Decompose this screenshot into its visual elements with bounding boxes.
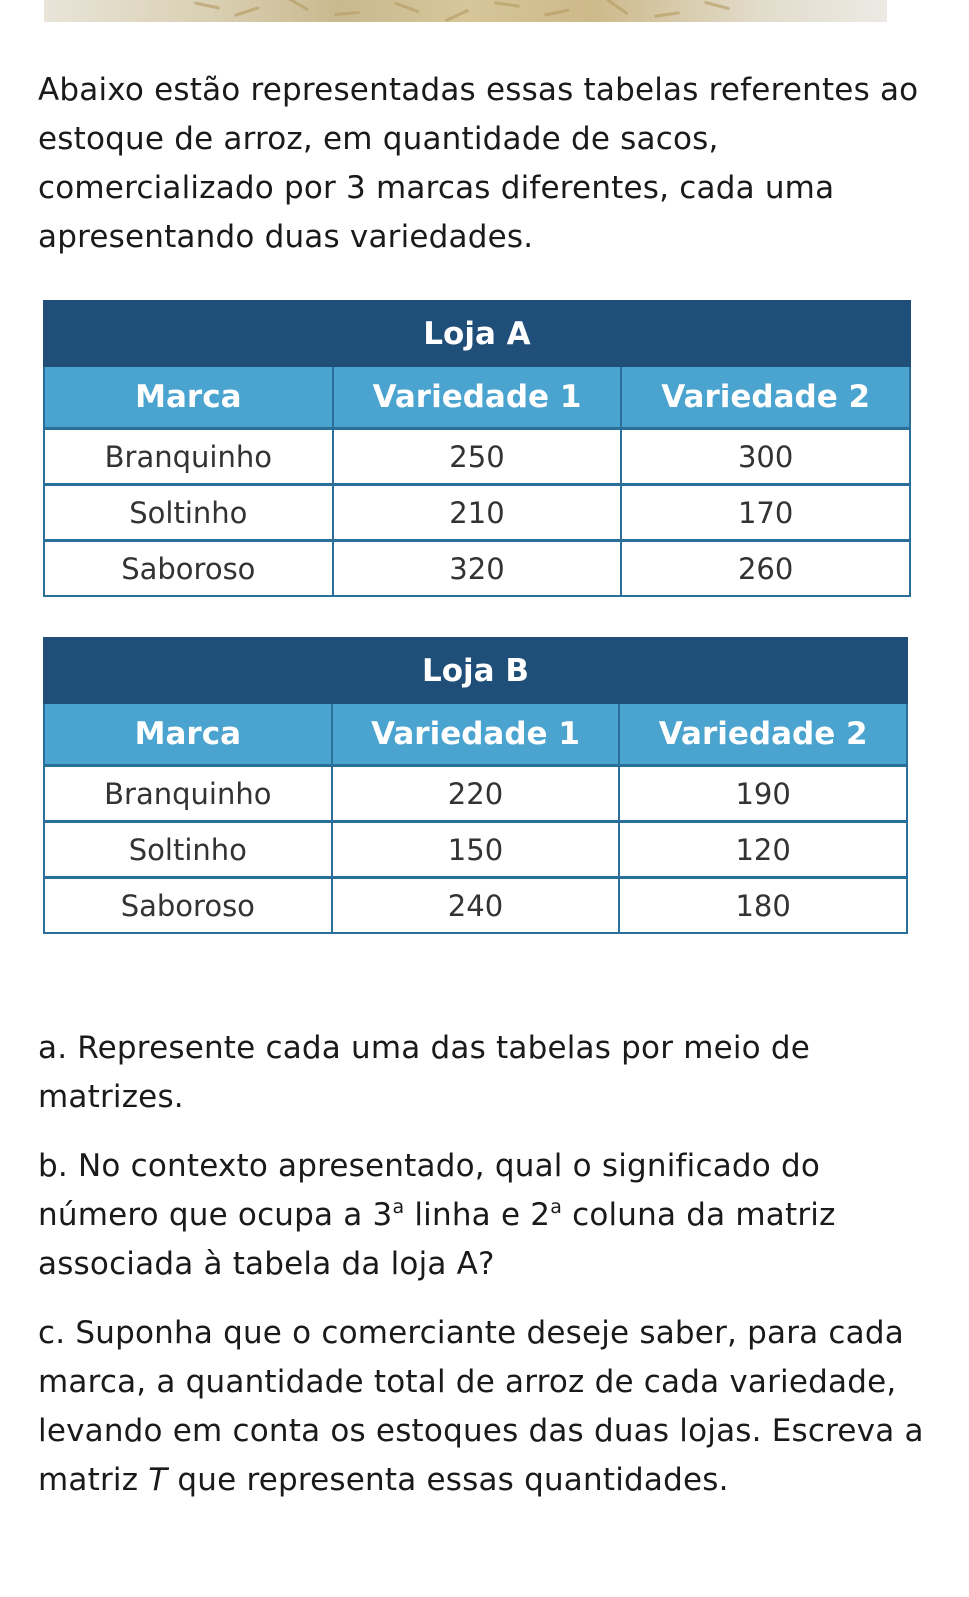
- table-cell: Saboroso: [44, 878, 332, 934]
- question-b: [38, 1142, 938, 1289]
- table-cell: 320: [333, 541, 622, 597]
- matrix-variable: T: [148, 1462, 168, 1498]
- table-title: Loja A: [44, 301, 910, 366]
- table-cell: Soltinho: [44, 485, 333, 541]
- table-cell: Branquinho: [44, 429, 333, 485]
- table-row: [44, 822, 907, 878]
- table-row: [44, 878, 907, 934]
- table-cell: 120: [619, 822, 907, 878]
- column-header: Marca: [44, 703, 332, 766]
- table-cell: 170: [621, 485, 910, 541]
- table-cell: Saboroso: [44, 541, 333, 597]
- question-a: a. Represente cada uma das tabelas por meio de matrizes.: [38, 1030, 811, 1115]
- question-b-text: linha e 2: [404, 1197, 551, 1233]
- table-loja-a: [43, 300, 911, 597]
- table-cell: 300: [621, 429, 910, 485]
- column-header: Variedade 1: [333, 366, 622, 429]
- table-cell: 220: [332, 766, 620, 822]
- table-cell: 250: [333, 429, 622, 485]
- table-row: [44, 766, 907, 822]
- column-header: Variedade 2: [619, 703, 907, 766]
- question-b-text: coluna da matriz associada à tabela da loja A?: [38, 1197, 836, 1282]
- table-cell: 240: [332, 878, 620, 934]
- table-cell: 180: [619, 878, 907, 934]
- ordinal-superscript: a: [392, 1196, 405, 1218]
- column-header: Marca: [44, 366, 333, 429]
- table-row: [44, 541, 910, 597]
- column-header: Variedade 1: [332, 703, 620, 766]
- question-b-text: b. No contexto apresentado, qual o significado do número que ocupa a 3: [38, 1148, 821, 1233]
- table-cell: 150: [332, 822, 620, 878]
- column-header: Variedade 2: [621, 366, 910, 429]
- question-c-text: c. Suponha que o comerciante deseje saber, para cada marca, a quantidade total de arroz de cada variedade, levando em conta os estoques das duas lojas. Escreva a matriz: [38, 1315, 924, 1498]
- table-title: Loja B: [44, 638, 907, 703]
- table-cell: 260: [621, 541, 910, 597]
- table-cell: 210: [333, 485, 622, 541]
- question-c-text: que representa essas quantidades.: [167, 1462, 729, 1498]
- table-loja-b: [43, 637, 908, 934]
- table-row: [44, 429, 910, 485]
- table-row: [44, 485, 910, 541]
- table-cell: 190: [619, 766, 907, 822]
- question-c: [38, 1309, 938, 1505]
- intro-paragraph: Abaixo estão representadas essas tabelas referentes ao estoque de arroz, em quantidade de sacos, comercializado por 3 marcas diferentes, cada uma apresentando duas variedades.: [38, 72, 919, 255]
- table-cell: Soltinho: [44, 822, 332, 878]
- rice-image-strip: [44, 0, 887, 22]
- table-cell: Branquinho: [44, 766, 332, 822]
- ordinal-superscript: a: [550, 1196, 563, 1218]
